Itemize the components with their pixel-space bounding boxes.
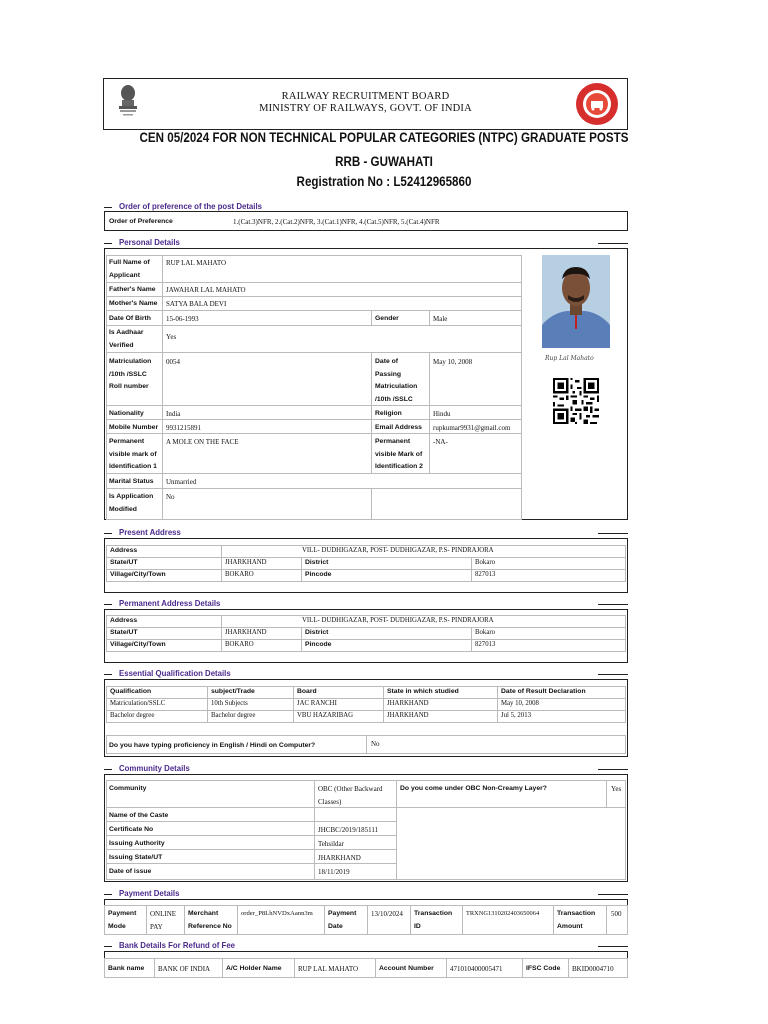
community-section-title: Community Details	[119, 763, 190, 773]
religion-label: Religion	[375, 410, 402, 417]
mark1-label: Permanent visible mark of Identification 1	[109, 438, 157, 470]
nationality-value: India	[166, 410, 181, 418]
section-tick	[104, 894, 112, 895]
creamy-layer-value: Yes	[611, 785, 622, 793]
present-district-value: Bokaro	[472, 558, 626, 570]
qual-cell: VBU HAZARIBAG	[294, 711, 384, 723]
issue-date-value: 18/11/2019	[318, 868, 350, 876]
qualification-section-title: Essential Qualification Details	[119, 668, 231, 678]
community-value: OBC (Other Backward Classes)	[318, 785, 383, 806]
payment-section-title: Payment Details	[119, 888, 180, 898]
grid-line	[371, 488, 372, 520]
permanent-pincode-label: Pincode	[302, 640, 472, 652]
ifsc-value: BKID0004710	[572, 965, 614, 973]
typing-label: Do you have typing proficiency in English / Hindi on Computer?	[109, 742, 316, 749]
permanent-district-label: District	[302, 628, 472, 640]
present-pincode-label: Pincode	[302, 570, 472, 582]
authority-label: Issuing Authority	[109, 840, 165, 847]
permanent-village-label: Village/City/Town	[107, 640, 222, 652]
permanent-village-value: BOKARO	[222, 640, 302, 652]
transaction-id-label: Transaction ID	[414, 910, 453, 930]
qual-header-date: Date of Result Declaration	[498, 687, 626, 699]
mobile-value: 9931215891	[166, 424, 201, 432]
rrb-name: RRB - GUWAHATI	[335, 154, 433, 169]
present-village-value: BOKARO	[222, 570, 302, 582]
certificate-value: JHCBC/2019/185111	[318, 826, 379, 834]
section-tick	[104, 533, 112, 534]
qual-cell: 10th Subjects	[208, 699, 294, 711]
nationality-label: Nationality	[109, 410, 144, 417]
father-label: Father's Name	[109, 286, 156, 293]
grid-line	[606, 780, 607, 807]
grid-line	[366, 735, 367, 754]
cen-title: CEN 05/2024 FOR NON TECHNICAL POPULAR CATEGORIES (NTPC) GRADUATE POSTS	[139, 130, 629, 145]
section-tick	[104, 243, 112, 244]
father-value: JAWAHAR LAL MAHATO	[166, 286, 246, 294]
permanent-address-table	[106, 615, 626, 652]
present-pincode-value: 827013	[472, 570, 626, 582]
permanent-district-value: Bokaro	[472, 628, 626, 640]
mark2-label: Permanent visible Mark of Identification 2	[375, 438, 423, 470]
section-tick	[104, 207, 112, 208]
issuing-state-label: Issuing State/UT	[109, 854, 163, 861]
permanent-state-value: JHARKHAND	[222, 628, 302, 640]
payment-mode-value: ONLINE PAY	[150, 910, 177, 931]
personal-section-title: Personal Details	[119, 237, 180, 247]
modified-value: No	[166, 493, 175, 501]
grid-line	[106, 352, 522, 353]
section-rule	[598, 243, 628, 244]
qual-header-state: State in which studied	[384, 687, 498, 699]
board-name: RAILWAY RECRUITMENT BOARD	[281, 91, 450, 102]
qual-header-subject: subject/Trade	[208, 687, 294, 699]
qual-cell: Bachelor degree	[208, 711, 294, 723]
permanent-pincode-value: 827013	[472, 640, 626, 652]
qual-cell: JHARKHAND	[384, 711, 498, 723]
full-name-value: RUP LAL MAHATO	[166, 259, 227, 267]
typing-value: No	[371, 740, 380, 748]
applicant-photo	[542, 255, 610, 348]
header-box	[103, 78, 628, 130]
aadhaar-value: Yes	[166, 333, 177, 341]
present-address-label: Address	[107, 546, 222, 558]
qual-header-qualification: Qualification	[107, 687, 208, 699]
mother-label: Mother's Name	[109, 300, 158, 307]
mark2-value: -NA-	[433, 438, 448, 446]
matric-roll-value: 0054	[166, 358, 180, 366]
ministry-name: MINISTRY OF RAILWAYS, GOVT. OF INDIA	[259, 103, 472, 114]
issuing-state-value: JHARKHAND	[318, 854, 361, 862]
bank-section-title: Bank Details For Refund of Fee	[119, 940, 236, 950]
matric-roll-label: Matriculation /10th /SSLC Roll number	[109, 358, 152, 390]
ifsc-label: IFSC Code	[526, 965, 561, 972]
authority-value: Tehsildar	[318, 840, 344, 848]
issue-date-label: Date of issue	[109, 868, 152, 875]
preference-label: Order of Preference	[109, 218, 173, 225]
present-address-value: VILL- DUDHIGAZAR, POST- DUDHIGAZAR, P.S- PINDRAJORA	[222, 546, 626, 558]
present-district-label: District	[302, 558, 472, 570]
table-row	[107, 699, 626, 711]
dob-value: 15-06-1993	[166, 315, 199, 323]
bank-name-label: Bank name	[108, 965, 145, 972]
holder-name-label: A/C Holder Name	[226, 965, 282, 972]
section-rule	[598, 604, 628, 605]
qual-cell: Bachelor degree	[107, 711, 208, 723]
marital-label: Marital Status	[109, 478, 154, 485]
payment-date-value: 13/10/2024	[371, 910, 403, 918]
permanent-state-label: State/UT	[107, 628, 222, 640]
caste-label: Name of the Caste	[109, 812, 169, 819]
section-rule	[598, 769, 628, 770]
qual-cell: Jul 5, 2013	[498, 711, 626, 723]
gender-value: Male	[433, 315, 448, 323]
transaction-id-value: TRXNG1310202403650064	[466, 910, 540, 917]
qualification-table	[106, 686, 626, 723]
section-rule	[598, 946, 628, 947]
holder-name-value: RUP LAL MAHATO	[298, 965, 359, 973]
email-value: rupkumar9931@gmail.com	[433, 424, 511, 432]
mark1-value: A MOLE ON THE FACE	[166, 438, 239, 446]
aadhaar-label: Is Aadhaar Verified	[109, 329, 144, 349]
merchant-ref-label: Merchant Reference No	[188, 910, 232, 930]
present-village-label: Village/City/Town	[107, 570, 222, 582]
section-tick	[104, 604, 112, 605]
qual-cell: Matriculation/SSLC	[107, 699, 208, 711]
section-tick	[104, 674, 112, 675]
payment-mode-label: Payment Mode	[108, 910, 137, 930]
present-state-value: JHARKHAND	[222, 558, 302, 570]
matric-date-value: May 10, 2008	[433, 358, 473, 366]
preference-value: 1.(Cat.3)NFR, 2.(Cat.2)NFR, 3.(Cat.1)NFR, 4.(Cat.5)NFR, 5.(Cat.4)NFR	[233, 218, 440, 226]
present-address-section-title: Present Address	[119, 527, 181, 537]
transaction-amount-value: 500	[611, 910, 622, 918]
preference-section-title: Order of preference of the post Details	[119, 201, 262, 211]
qual-cell: JAC RANCHI	[294, 699, 384, 711]
payment-date-label: Payment Date	[328, 910, 357, 930]
table-row	[107, 711, 626, 723]
present-address-table	[106, 545, 626, 582]
section-rule	[598, 533, 628, 534]
grid-line	[396, 807, 397, 880]
creamy-layer-label: Do you come under OBC Non-Creamy Layer?	[400, 785, 547, 792]
section-rule	[598, 674, 628, 675]
section-tick	[104, 946, 112, 947]
qual-cell: JHARKHAND	[384, 699, 498, 711]
permanent-address-label: Address	[107, 616, 222, 628]
section-rule	[598, 894, 628, 895]
applicant-signature: Rup Lal Mahato	[545, 355, 594, 362]
present-state-label: State/UT	[107, 558, 222, 570]
indian-railways-logo-icon	[575, 82, 619, 126]
full-name-label: Full Name of Applicant	[109, 259, 150, 279]
section-tick	[104, 769, 112, 770]
registration-number: Registration No : L52412965860	[296, 174, 472, 189]
qual-cell: May 10, 2008	[498, 699, 626, 711]
modified-label: Is Application Modified	[109, 493, 154, 513]
qr-code-icon	[553, 378, 599, 424]
marital-value: Unmarried	[166, 478, 197, 486]
grid-line	[606, 905, 607, 935]
gender-label: Gender	[375, 315, 399, 322]
permanent-address-value: VILL- DUDHIGAZAR, POST- DUDHIGAZAR, P.S- PINDRAJORA	[222, 616, 626, 628]
community-label: Community	[109, 785, 147, 792]
certificate-label: Certificate No	[109, 826, 154, 833]
merchant-ref-value: order_P8LhNVDxAann3m	[241, 910, 313, 917]
transaction-amount-label: Transaction Amount	[557, 910, 596, 930]
bank-name-value: BANK OF INDIA	[158, 965, 211, 973]
permanent-address-section-title: Permanent Address Details	[119, 598, 221, 608]
mother-value: SATYA BALA DEVI	[166, 300, 227, 308]
qual-header-board: Board	[294, 687, 384, 699]
caste-value	[315, 808, 321, 812]
religion-value: Hindu	[433, 410, 451, 418]
dob-label: Date Of Birth	[109, 315, 151, 322]
mobile-label: Mobile Number	[109, 424, 159, 431]
account-number-label: Account Number	[379, 965, 434, 972]
email-label: Email Address	[375, 424, 422, 431]
matric-date-label: Date of Passing Matriculation /10th /SSLC	[375, 358, 418, 403]
account-number-value: 471010400005471	[450, 965, 503, 973]
